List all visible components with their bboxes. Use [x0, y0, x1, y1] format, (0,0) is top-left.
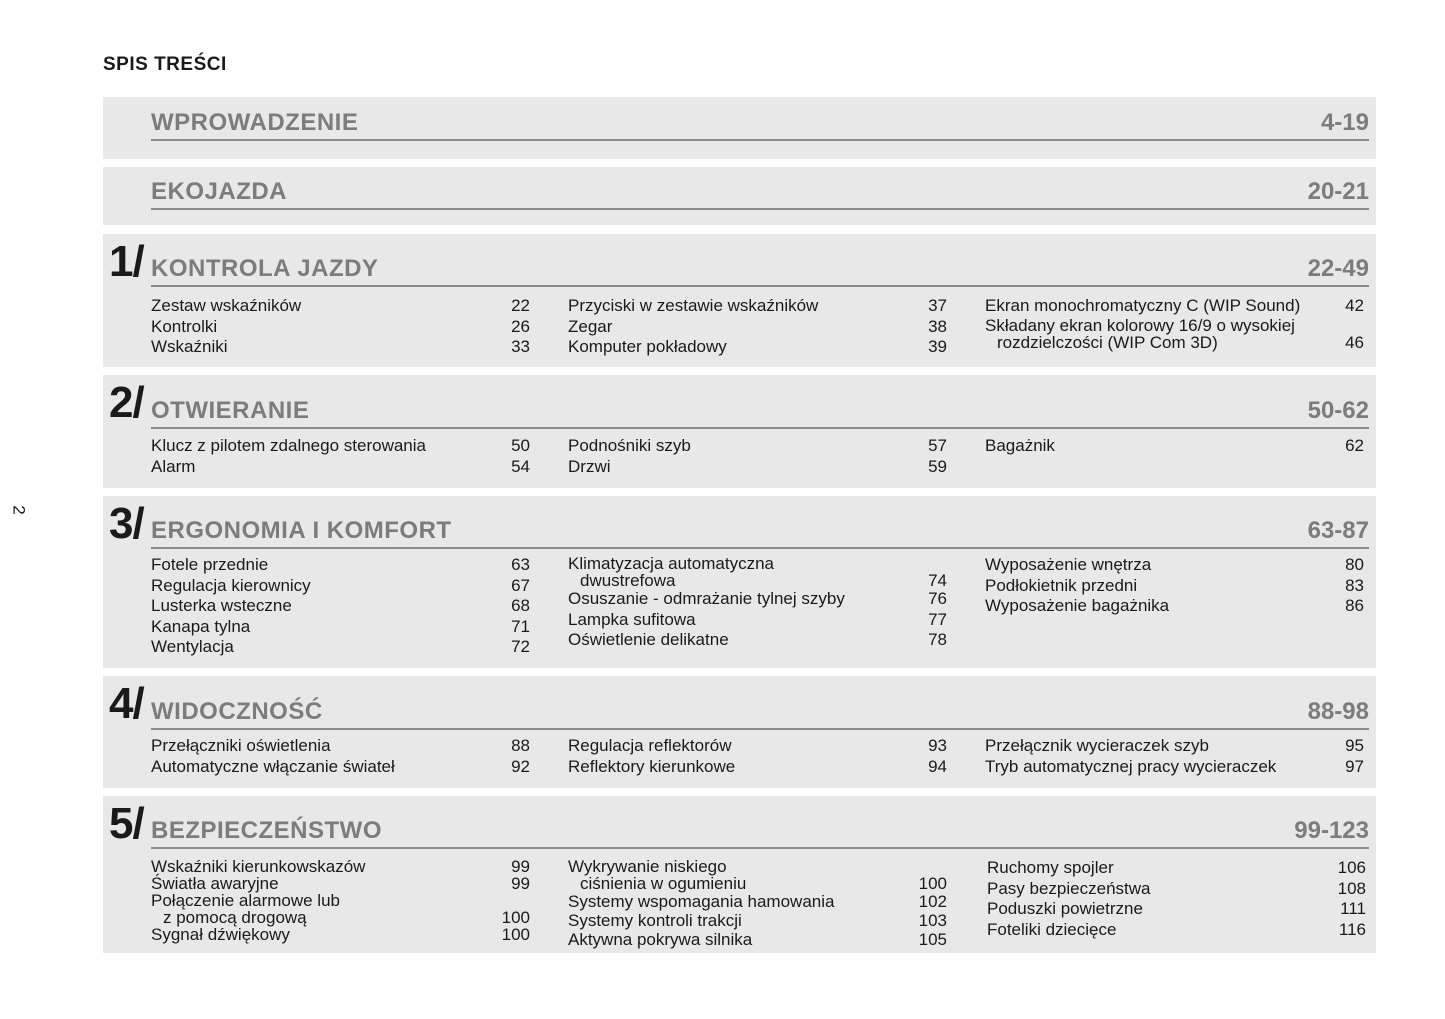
entry-label: Oświetlenie delikatne	[568, 630, 729, 649]
entry-page: 39	[928, 337, 947, 356]
entry-page: 74	[928, 571, 947, 590]
section-number: 4/	[109, 679, 144, 728]
entry-label: Lampka sufitowa	[568, 609, 696, 629]
toc-column	[568, 436, 947, 477]
section-number: 2/	[109, 378, 144, 427]
toc-column	[151, 436, 530, 477]
toc-section-5[interactable]	[103, 796, 1376, 953]
toc-entry[interactable]	[568, 757, 947, 778]
entry-page: 38	[928, 316, 947, 336]
toc-entry[interactable]	[568, 337, 947, 358]
section-pages: 99-123	[1294, 817, 1369, 844]
section-title: KONTROLA JAZDY	[151, 255, 379, 282]
toc-entry[interactable]	[151, 555, 530, 576]
entry-label: Przyciski w zestawie wskaźników	[568, 296, 819, 315]
entry-page: 95	[1345, 736, 1364, 755]
toc-entry[interactable]	[151, 337, 530, 358]
toc-column	[568, 555, 947, 651]
toc-column	[568, 858, 947, 949]
section-header	[151, 516, 1369, 549]
toc-entry[interactable]	[987, 858, 1366, 879]
page-title: SPIS TREŚCI	[103, 54, 227, 75]
section-title: WPROWADZENIE	[151, 109, 359, 136]
entry-label: Kontrolki	[151, 316, 218, 336]
toc-column	[151, 858, 530, 943]
section-number: 1/	[109, 237, 144, 286]
entry-label: Tryb automatycznej pracy wycieraczek	[985, 756, 1277, 776]
toc-column	[985, 296, 1364, 351]
toc-entry[interactable]	[568, 589, 947, 610]
section-title: WIDOCZNOŚĆ	[151, 698, 323, 725]
entry-label: Wykrywanie niskiego	[568, 857, 727, 876]
entry-page: 22	[511, 296, 530, 315]
section-pages: 22-49	[1307, 255, 1369, 282]
toc-column	[151, 555, 530, 658]
toc-entry[interactable]	[151, 858, 530, 875]
entry-label: Zestaw wskaźników	[151, 296, 302, 315]
toc-entry[interactable]	[151, 436, 530, 457]
entry-page: 99	[511, 874, 530, 893]
entry-label: Podłokietnik przedni	[985, 575, 1138, 595]
section-title: OTWIERANIE	[151, 397, 310, 424]
entry-label-cont: dwustrefowa	[580, 571, 676, 590]
toc-entry[interactable]	[151, 576, 530, 597]
entry-label: Składany ekran kolorowy 16/9 o wysokiej	[985, 315, 1295, 335]
entry-label: Komputer pokładowy	[568, 337, 727, 356]
entry-page: 67	[511, 575, 530, 595]
section-pages: 63-87	[1307, 517, 1369, 544]
page-number: 2	[9, 505, 29, 515]
entry-page: 46	[1345, 332, 1364, 352]
entry-label-cont: rozdzielczości (WIP Com 3D)	[997, 332, 1218, 352]
toc-entry[interactable]	[568, 317, 947, 338]
entry-label: Poduszki powietrzne	[987, 899, 1143, 918]
section-pages: 88-98	[1307, 698, 1369, 725]
toc-entry[interactable]	[568, 911, 947, 930]
entry-label: Osuszanie - odmrażanie tylnej szyby	[568, 589, 845, 608]
entry-label: Wyposażenie bagażnika	[985, 596, 1170, 615]
toc-entry[interactable]	[987, 879, 1366, 900]
toc-entry[interactable]	[568, 610, 947, 631]
toc-entry[interactable]	[985, 555, 1364, 576]
toc-entry[interactable]	[568, 436, 947, 457]
entry-page: 100	[501, 925, 530, 944]
entry-label: Aktywna pokrywa silnika	[568, 930, 753, 949]
toc-entry[interactable]	[151, 617, 530, 638]
entry-label: Fotele przednie	[151, 555, 269, 574]
entry-label: Regulacja reflektorów	[568, 736, 732, 755]
entry-page: 54	[511, 456, 530, 476]
toc-entry[interactable]	[985, 757, 1364, 778]
toc-entry[interactable]	[151, 757, 530, 778]
toc-column	[985, 436, 1364, 457]
entry-page: 105	[918, 930, 947, 949]
toc-entry[interactable]	[151, 875, 530, 892]
section-header	[151, 179, 1369, 210]
entry-page: 97	[1345, 756, 1364, 776]
toc-ecodrive-box[interactable]	[103, 167, 1376, 225]
toc-intro-box[interactable]	[103, 97, 1376, 159]
entry-label: Ekran monochromatyczny C (WIP Sound)	[985, 296, 1301, 315]
entry-page: 68	[511, 596, 530, 615]
toc-column	[568, 736, 947, 777]
entry-page: 92	[511, 756, 530, 776]
entry-page: 116	[1338, 919, 1366, 939]
entry-label: Regulacja kierownicy	[151, 575, 311, 595]
toc-column	[568, 296, 947, 358]
entry-label: Podnośniki szyb	[568, 436, 691, 455]
entry-page: 102	[918, 892, 947, 911]
section-title: BEZPIECZEŃSTWO	[151, 817, 383, 844]
entry-label: Bagażnik	[985, 436, 1055, 455]
entry-page: 37	[928, 296, 947, 315]
toc-column	[151, 296, 530, 358]
entry-page: 78	[928, 630, 947, 649]
section-header	[151, 696, 1369, 730]
entry-page: 80	[1345, 555, 1364, 574]
entry-label: Pasy bezpieczeństwa	[987, 878, 1151, 898]
toc-entry[interactable]	[985, 296, 1364, 317]
entry-page: 99	[511, 857, 530, 876]
entry-label: Systemy kontroli trakcji	[568, 911, 742, 930]
entry-page: 71	[511, 616, 530, 636]
entry-label: Reflektory kierunkowe	[568, 756, 736, 776]
section-title: EKOJAZDA	[151, 178, 288, 205]
toc-entry[interactable]	[151, 637, 530, 658]
entry-label: Kanapa tylna	[151, 616, 251, 636]
section-header	[151, 111, 1369, 141]
entry-label: Automatyczne włączanie świateł	[151, 756, 395, 776]
toc-entry[interactable]	[987, 899, 1366, 920]
entry-label: Ruchomy spojler	[987, 858, 1114, 877]
section-pages: 50-62	[1307, 397, 1369, 424]
entry-page: 83	[1345, 575, 1364, 595]
toc-entry[interactable]	[985, 736, 1364, 757]
entry-page: 63	[511, 555, 530, 574]
toc-entry[interactable]	[151, 296, 530, 317]
entry-label: Wyposażenie wnętrza	[985, 555, 1152, 574]
toc-entry[interactable]	[985, 436, 1364, 457]
toc-entry[interactable]	[568, 736, 947, 757]
entry-label: Alarm	[151, 456, 196, 476]
entry-page: 100	[501, 908, 530, 927]
entry-label: Lusterka wsteczne	[151, 596, 292, 615]
entry-page: 111	[1340, 899, 1366, 918]
toc-entry[interactable]	[985, 596, 1364, 617]
entry-page: 76	[928, 589, 947, 608]
entry-page: 50	[511, 436, 530, 455]
section-pages: 20-21	[1307, 178, 1369, 205]
toc-entry[interactable]	[568, 930, 947, 949]
entry-page: 77	[928, 609, 947, 629]
toc-entry[interactable]	[568, 630, 947, 651]
entry-label: Światła awaryjne	[151, 874, 279, 893]
toc-section-4[interactable]	[103, 676, 1376, 788]
entry-page: 94	[928, 756, 947, 776]
toc-column	[987, 858, 1366, 940]
toc-section-1[interactable]	[103, 234, 1376, 367]
entry-label: Sygnał dźwiękowy	[151, 925, 290, 944]
toc-column	[985, 736, 1364, 777]
entry-label: Przełączniki oświetlenia	[151, 736, 331, 755]
toc-entry[interactable]	[151, 457, 530, 478]
section-header	[151, 816, 1369, 849]
entry-page: 59	[928, 456, 947, 476]
section-header	[151, 254, 1369, 287]
toc-entry[interactable]	[151, 736, 530, 757]
toc-entry[interactable]	[568, 892, 947, 911]
toc-entry[interactable]	[987, 920, 1366, 941]
entry-label: Foteliki dziecięce	[987, 919, 1117, 939]
entry-page: 106	[1337, 858, 1366, 877]
entry-page: 93	[928, 736, 947, 755]
entry-label-cont: z pomocą drogową	[163, 908, 307, 927]
toc-entry[interactable]	[985, 317, 1364, 351]
entry-page: 26	[511, 316, 530, 336]
entry-page: 103	[918, 911, 947, 930]
entry-label: Wentylacja	[151, 637, 234, 656]
entry-label: Klimatyzacja automatyczna	[568, 554, 774, 573]
entry-page: 72	[511, 637, 530, 656]
toc-entry[interactable]	[151, 317, 530, 338]
entry-page: 42	[1345, 296, 1364, 315]
toc-entry[interactable]	[151, 596, 530, 617]
entry-label: Systemy wspomagania hamowania	[568, 892, 835, 911]
entry-page: 62	[1345, 436, 1364, 455]
section-number: 3/	[109, 499, 144, 548]
entry-label: Wskaźniki kierunkowskazów	[151, 857, 366, 876]
toc-entry[interactable]	[568, 296, 947, 317]
entry-page: 33	[511, 337, 530, 356]
entry-page: 86	[1345, 596, 1364, 615]
toc-entry[interactable]	[568, 457, 947, 478]
toc-entry[interactable]	[151, 892, 530, 926]
toc-entry[interactable]	[151, 926, 530, 943]
entry-page: 108	[1337, 878, 1366, 898]
toc-column	[151, 736, 530, 777]
entry-label: Zegar	[568, 316, 613, 336]
entry-label: Drzwi	[568, 456, 611, 476]
toc-column	[985, 555, 1364, 617]
toc-entry[interactable]	[568, 858, 947, 892]
entry-page: 100	[918, 874, 947, 893]
toc-section-2[interactable]	[103, 375, 1376, 488]
section-pages: 4-19	[1320, 109, 1369, 136]
toc-section-3[interactable]	[103, 496, 1376, 668]
entry-label: Klucz z pilotem zdalnego sterowania	[151, 436, 426, 455]
section-number: 5/	[109, 799, 144, 848]
entry-page: 88	[511, 736, 530, 755]
toc-entry[interactable]	[985, 576, 1364, 597]
section-header	[151, 395, 1369, 429]
entry-label-cont: ciśnienia w ogumieniu	[580, 874, 747, 893]
entry-page: 57	[928, 436, 947, 455]
entry-label: Wskaźniki	[151, 337, 228, 356]
toc-entry[interactable]	[568, 555, 947, 589]
entry-label: Przełącznik wycieraczek szyb	[985, 736, 1209, 755]
entry-label: Połączenie alarmowe lub	[151, 891, 340, 910]
section-title: ERGONOMIA I KOMFORT	[151, 517, 452, 544]
